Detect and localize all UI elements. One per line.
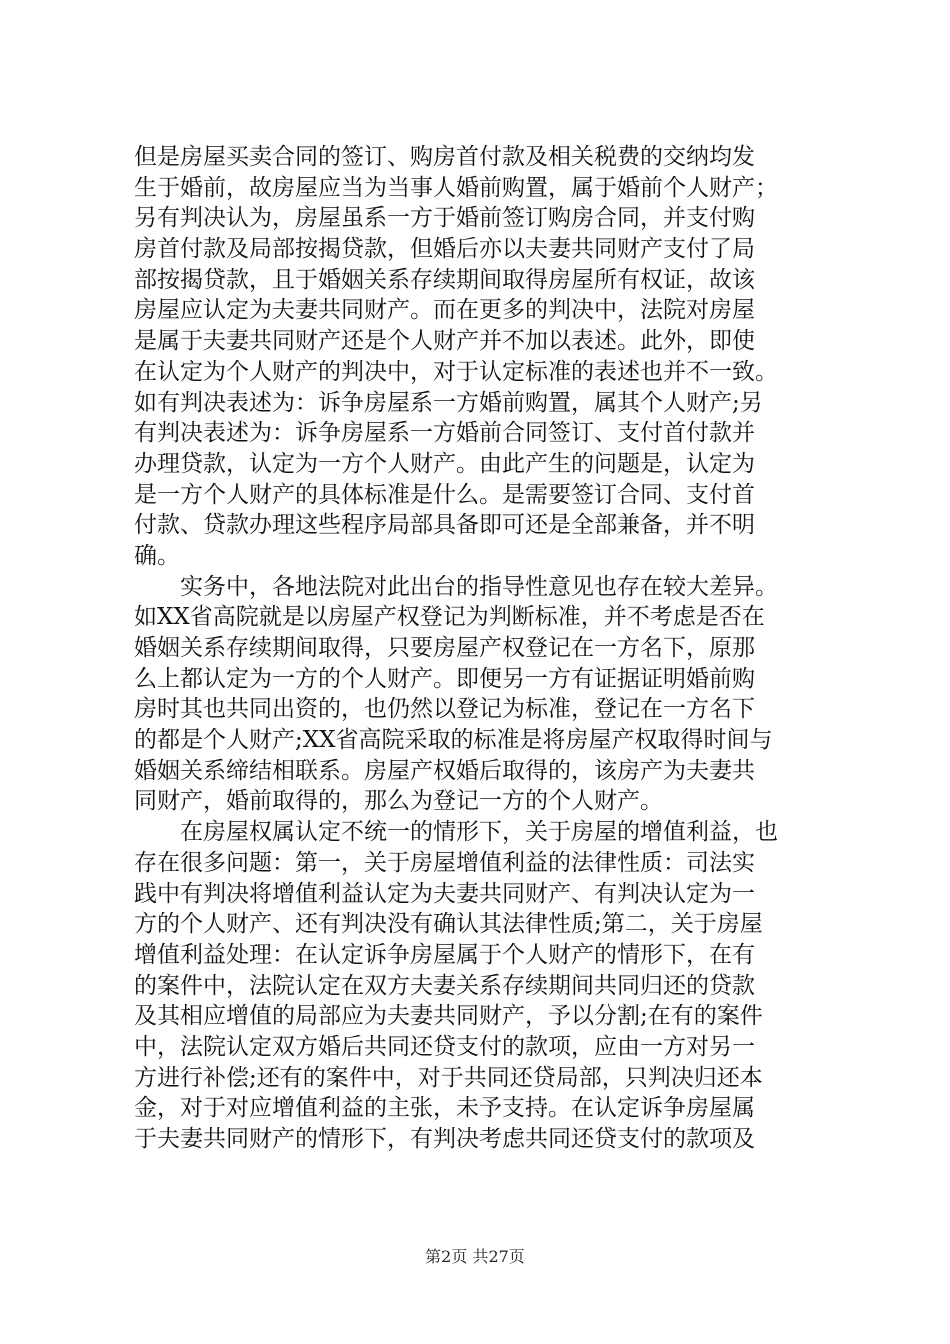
- text-line: 房时其也共同出资的，也仍然以登记为标准，登记在一方名下: [134, 696, 755, 723]
- text-line: 是属于夫妻共同财产还是个人财产并不加以表述。此外，即使: [134, 328, 755, 355]
- text-line: 在认定为个人财产的判决中，对于认定标准的表述也并不一致。: [134, 358, 778, 385]
- text-line: 办理贷款，认定为一方个人财产。由此产生的问题是，认定为: [134, 450, 755, 477]
- text-line: 方进行补偿;还有的案件中，对于共同还贷局部，只判决归还本: [134, 1064, 763, 1091]
- document-body: [134, 142, 824, 1155]
- text-line: 另有判决认为，房屋虽系一方于婚前签订购房合同，并支付购: [134, 205, 755, 232]
- text-line: 么上都认定为一方的个人财产。即便另一方有证据证明婚前购: [134, 665, 755, 692]
- text-line: 在房屋权属认定不统一的情形下，关于房屋的增值利益，也: [134, 819, 778, 846]
- text-line: 如XX省高院就是以房屋产权登记为判断标准，并不考虑是否在: [134, 604, 765, 631]
- text-line: 践中有判决将增值利益认定为夫妻共同财产、有判决认定为一: [134, 880, 755, 907]
- text-line: 婚姻关系存续期间取得，只要房屋产权登记在一方名下，原那: [134, 635, 755, 661]
- text-line: 及其相应增值的局部应为夫妻共同财产，予以分割;在有的案件: [134, 1003, 763, 1030]
- text-line: 如有判决表述为：诉争房屋系一方婚前购置，属其个人财产;另: [134, 389, 763, 416]
- text-line: 的案件中，法院认定在双方夫妻关系存续期间共同归还的贷款: [134, 972, 755, 999]
- text-line: 婚姻关系缔结相联系。房屋产权婚后取得的，该房产为夫妻共: [134, 757, 755, 784]
- text-line: 部按揭贷款，且于婚姻关系存续期间取得房屋所有权证，故该: [134, 266, 755, 293]
- text-line: 中，法院认定双方婚后共同还贷支付的款项，应由一方对另一: [134, 1033, 755, 1060]
- text-line: 存在很多问题：第一，关于房屋增值利益的法律性质：司法实: [134, 849, 755, 876]
- text-line: 金，对于对应增值利益的主张，未予支持。在认定诉争房屋属: [134, 1095, 755, 1122]
- text-line: 方的个人财产、还有判决没有确认其法律性质;第二，关于房屋: [134, 911, 763, 938]
- text-line: 房首付款及局部按揭贷款，但婚后亦以夫妻共同财产支付了局: [134, 236, 755, 263]
- text-line: 确。: [134, 542, 180, 569]
- text-line: 生于婚前，故房屋应当为当事人婚前购置，属于婚前个人财产；: [134, 174, 778, 201]
- text-line: 的都是个人财产;XX省高院采取的标准是将房屋产权取得时间与: [134, 727, 773, 754]
- text-line: 有判决表述为：诉争房屋系一方婚前合同签订、支付首付款并: [134, 420, 755, 447]
- text-line: 是一方个人财产的具体标准是什么。是需要签订合同、支付首: [134, 481, 755, 508]
- text-line: 实务中，各地法院对此出台的指导性意见也存在较大差异。: [134, 573, 778, 600]
- text-line: 于夫妻共同财产的情形下，有判决考虑共同还贷支付的款项及: [134, 1126, 755, 1152]
- text-line: 但是房屋买卖合同的签订、购房首付款及相关税费的交纳均发: [134, 144, 755, 170]
- page-footer: 第2页 共27页: [425, 1247, 525, 1266]
- text-line: 同财产，婚前取得的，那么为登记一方的个人财产。: [134, 788, 663, 815]
- text-line: 增值利益处理：在认定诉争房屋属于个人财产的情形下，在有: [134, 941, 755, 968]
- text-line: 付款、贷款办理这些程序局部具备即可还是全部兼备，并不明: [134, 512, 755, 539]
- text-line: 房屋应认定为夫妻共同财产。而在更多的判决中，法院对房屋: [134, 297, 755, 324]
